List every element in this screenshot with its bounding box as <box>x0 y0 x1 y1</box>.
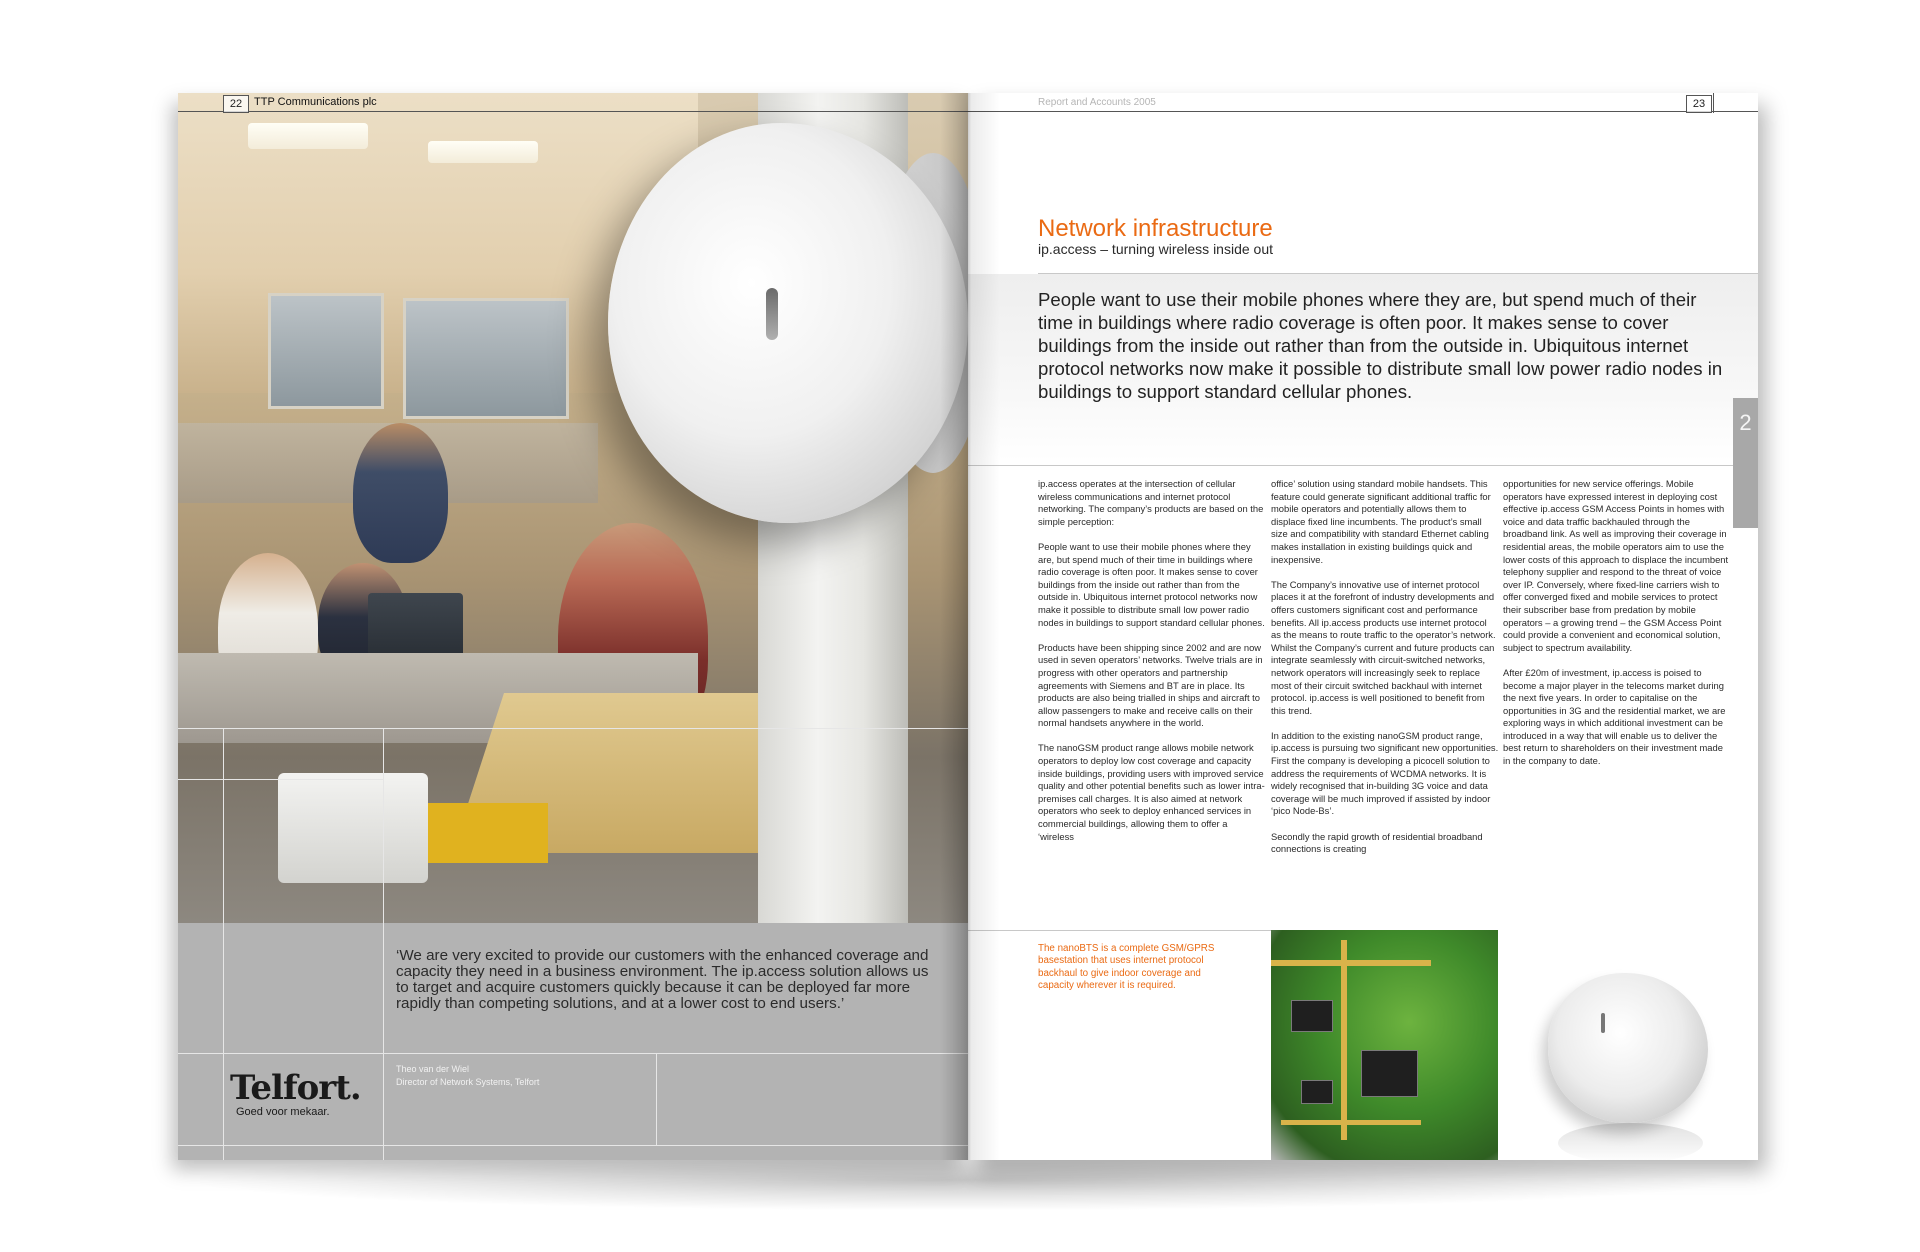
section-subtitle: ip.access – turning wireless inside out <box>1038 241 1274 257</box>
logo-wordmark: Telfort. <box>230 1068 361 1108</box>
report-title: Report and Accounts 2005 <box>1038 97 1156 108</box>
quote-attribution <box>396 1063 539 1089</box>
device-reflection <box>1558 1123 1703 1160</box>
page-number: 23 <box>1686 95 1712 113</box>
body-paragraph: In addition to the existing nanoGSM product range, ip.access is pursuing two significant new opportunities. First the company is developing a picocell solution to address the requirements of WCDMA networks. It is widely recognised that in-building 3G voice and data coverage will be much improved if assisted by indoor ‘pico Node-Bs’. <box>1271 729 1499 817</box>
right-page <box>968 93 1758 1160</box>
logo-tagline: Goed voor mekaar. <box>236 1106 330 1118</box>
ceiling-light <box>248 123 368 149</box>
company-name: TTP Communications plc <box>254 96 377 108</box>
ceiling-light <box>428 141 538 163</box>
body-column <box>1503 478 1731 780</box>
header-rule <box>968 111 1758 112</box>
body-paragraph: opportunities for new service offerings. Mobile operators have expressed interest in deploying cost effective ip.access GSM Access Points in homes with voice and data traffic backhauled through the broadband link. As well as improving their coverage in residential areas, the mobile operators aim to use the lower costs of this approach to displace the incumbent telephony supplier and respond to the threat of voice over IP. Conversely, where fixed-line carriers wish to offer converged fixed and mobile services to protect their subscriber base from predation by mobile operators – a growing trend – the GSM Access Point could provide a convenient and economical solution, subject to spectrum availability. <box>1503 478 1729 653</box>
chip <box>1291 1000 1333 1032</box>
person-on-phone <box>353 423 448 563</box>
grid-line <box>1713 93 1714 113</box>
grid-line <box>223 728 224 923</box>
body-paragraph: office’ solution using standard mobile handsets. This feature could generate significant additional traffic for mobile operators and potentially allows them to displace fixed line incumbents. The product’s small size and compatibility with standard Ethernet cabling makes installation in existing buildings quick and inexpensive. <box>1271 478 1491 565</box>
access-point-indicator <box>766 288 778 340</box>
chip <box>1361 1050 1418 1097</box>
office-window <box>403 298 569 419</box>
chip <box>1301 1080 1333 1104</box>
telfort-logo <box>230 1068 361 1118</box>
body-paragraph: Products have been shipping since 2002 and are now used in seven operators’ networks. Twelve trials are in progress with other operators and partnership agreements with Siemens and BT are in place. Its products are also being trialled in ships and aircraft to allow passengers to make and receive calls on their normal handsets anywhere in the world. <box>1038 641 1263 729</box>
binders <box>428 803 548 863</box>
grid-line <box>178 728 968 729</box>
access-point-device <box>608 123 968 523</box>
section-tab: 2 <box>1733 398 1758 528</box>
office-window <box>268 293 384 409</box>
body-column <box>1038 478 1266 856</box>
body-paragraph: ip.access operates at the intersection of cellular wireless communications and internet protocol networking. The company’s products are based on the simple perception: <box>1038 478 1264 527</box>
board-trace <box>1271 960 1431 966</box>
intro-statement: People want to use their mobile phones where they are, but spend much of their time in buildings where radio coverage is often poor. It makes sense to cover buildings from the inside out rather than from the outside in. Ubiquitous internet protocol networks now make it possible to distribute small low power radio nodes in buildings to support standard cellular phones. <box>1038 289 1723 402</box>
board-trace <box>1281 1120 1421 1125</box>
body-paragraph: The nanoGSM product range allows mobile network operators to deploy low cost coverage and capacity inside buildings, providing users with improved service quality and other potential benefits such as lower intra-premises call charges. It is also aimed at network operators who seek to deploy enhanced services in commercial buildings, allowing them to offer a ‘wireless <box>1038 742 1265 842</box>
page-number: 22 <box>223 95 249 113</box>
nanobts-indicator <box>1601 1013 1605 1033</box>
grid-line <box>223 923 224 1160</box>
body-paragraph: Secondly the rapid growth of residential broadband connections is creating <box>1271 830 1483 855</box>
body-paragraph: The Company’s innovative use of internet protocol places it at the forefront of industry developments and offers customers significant cost and performance benefits. All ip.access products use internet protocol as the means to route traffic to the operator’s network. Whilst the Company’s current and future products can integrate seamlessly with circuit-switched networks, network operators will increasingly seek to replace most of their circuit switched backhaul with internet protocol. ip.access is well positioned to benefit from this trend. <box>1271 578 1496 716</box>
grid-line <box>656 1053 657 1145</box>
header-rule <box>178 111 968 112</box>
grid-line <box>178 1053 968 1054</box>
photo-caption: The nanoBTS is a complete GSM/GPRS basestation that uses internet protocol backhaul to give indoor coverage and capacity wherever it is required. <box>1038 943 1215 992</box>
grid-line <box>383 923 384 1160</box>
office-photo <box>178 93 968 923</box>
circuit-board-photo <box>1271 930 1501 1160</box>
board-trace <box>1341 940 1347 1140</box>
customer-quote: ‘We are very excited to provide our customers with the enhanced coverage and capacity they need in a business environment. The ip.access solution allows us to target and acquire customers quickly because it can be deployed far more rapidly than competing solutions, and at a lower cost to end users.’ <box>396 947 929 1012</box>
nanobts-device <box>1548 973 1708 1123</box>
intro-rule <box>968 465 1758 466</box>
body-column <box>1271 478 1499 868</box>
title-rule <box>1038 273 1758 274</box>
body-paragraph: People want to use their mobile phones where they are, but spend much of their time in buildings where radio coverage is often poor. It makes sense to cover buildings from the inside out rather than from the outside in. Ubiquitous internet protocol networks now make it possible to distribute small low power radio nodes in buildings to support standard cellular phones. <box>1038 540 1265 628</box>
grid-line <box>178 1145 968 1146</box>
body-paragraph: After £20m of investment, ip.access is poised to become a major player in the telecoms market during the next five years. In order to capitalise on the opportunities in 3G and the residential market, we are exploring ways in which additional investment can be introduced in a way that will enable us to deliver the best return to shareholders on their investment made in the company to date. <box>1503 666 1726 767</box>
grid-line <box>178 779 383 780</box>
printer <box>278 773 428 883</box>
left-page <box>178 93 968 1160</box>
attribution-title: Director of Network Systems, Telfort <box>396 1077 540 1087</box>
attribution-name: Theo van der Wiel <box>396 1064 470 1074</box>
section-title: Network infrastructure <box>1038 215 1273 242</box>
grid-line <box>383 728 384 923</box>
